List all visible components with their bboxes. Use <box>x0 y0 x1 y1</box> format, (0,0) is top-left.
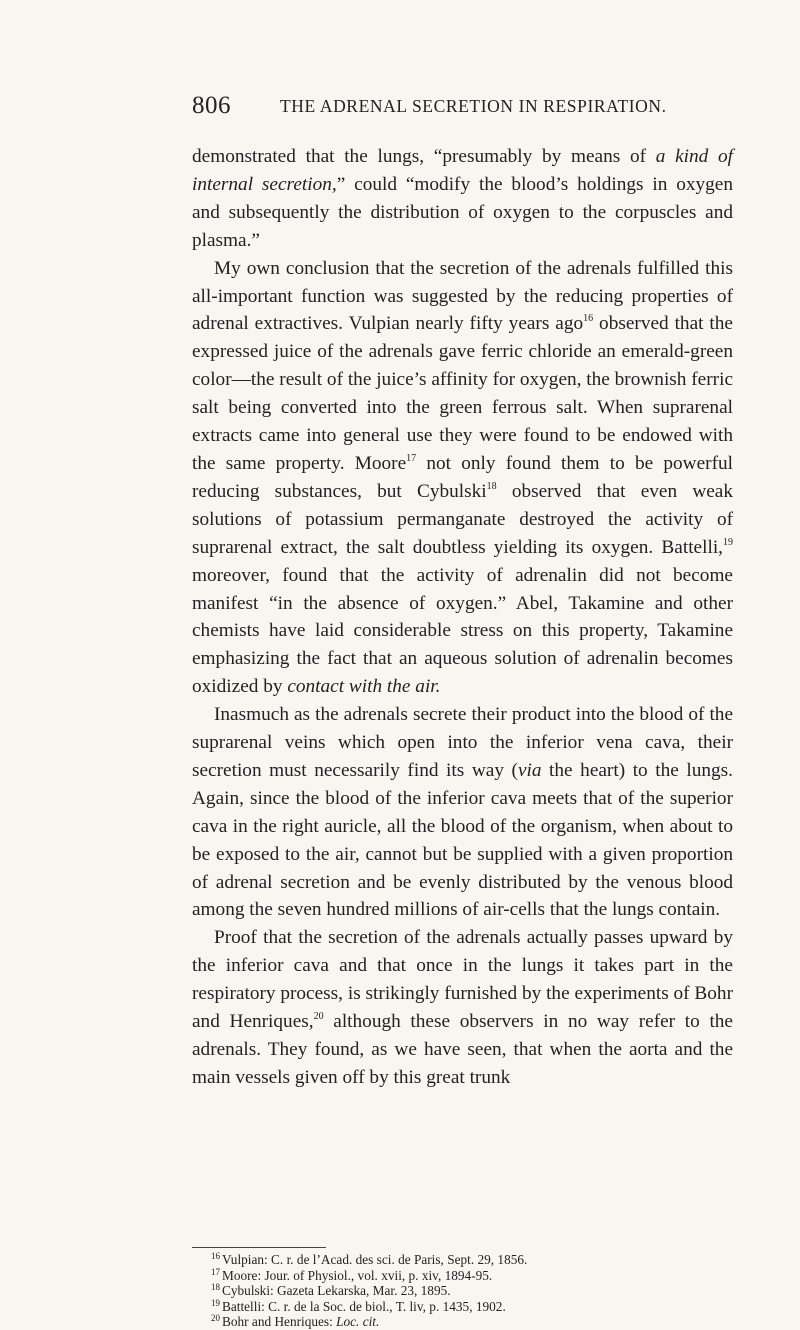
running-head: THE ADRENAL SECRETION IN RESPIRATION. <box>280 96 667 116</box>
footnote: $^{19}$ Battelli: C. r. de la Soc. de biol., T. liv, p. 1435, 1902. <box>211 1297 506 1314</box>
body-text <box>192 143 733 1092</box>
footnotes <box>211 1252 741 1330</box>
paragraph: Inasmuch as the adrenals secrete their product into the blood of the suprarenal veins which open into the inferior vena cava, their secretion must necessarily find its way (via the heart) to the lungs. Again, since the blood of the inferior cava meets that of the superior cava in the right auricle, all the blood of the organism, when about to be exposed to the air, cannot but be supplied with a given proportion of adrenal secretion and be evenly distributed by the venous blood among the seven hundred millions of air-cells that the lungs contain. <box>192 704 733 921</box>
footnote-ref: 18 <box>486 480 497 492</box>
footnote: $^{16}$ Vulpian: C. r. de l’Acad. des sci. de Paris, Sept. 29, 1856. <box>211 1251 528 1267</box>
footnote-divider <box>192 1247 326 1248</box>
emphasis: contact with the air. <box>287 676 441 698</box>
paragraph: My own conclusion that the secretion of the adrenals fulfilled this all-important function was suggested by the reducing properties of adrenal extractives. Vulpian nearly fifty years ago$^{16}$ observed that the expressed juice of the adrenals gave ferric chloride an emerald-green color—the result of the juice’s affinity for oxygen, the brownish ferric salt being converted into the green ferrous salt. When suprarenal extracts came into general use they were found to be endowed with the same property. Moore$^{17}$ not only found them to be powerful reducing substances, but Cybulski$^{18}$ observed that even weak solutions of potassium permanganate destroyed the activity of suprarenal extract, the salt doubtless yielding its oxygen. Battelli,$^{19}$ moreover, found that the activity of adrenalin did not become manifest “in the absence of oxygen.” Abel, Takamine and other chemists have laid considerable stress on this property, Takamine emphasizing the fact that an aqueous solution of adrenalin becomes oxidized by contact with the air. <box>192 257 734 698</box>
paragraph: demonstrated that the lungs, “presumably by means of a kind of internal secretion,” could “modify the blood’s holdings in oxygen and subsequently the distribution of oxygen to the corpuscles and plasma.” <box>192 146 734 251</box>
footnote-ref: 17 <box>406 452 417 464</box>
footnote: $^{18}$ Cybulski: Gazeta Lekarska, Mar. 23, 1895. <box>211 1282 451 1298</box>
footnote: $^{17}$ Moore: Jour. of Physiol., vol. xvii, p. xiv, 1894-95. <box>211 1266 493 1283</box>
paragraph: Proof that the secretion of the adrenals actually passes upward by the inferior cava and that once in the lungs it takes part in the respiratory process, is strikingly furnished by the experiments of Bohr and Henriques,$^{20}$ although these observers in no way refer to the adrenals. They found, as we have seen, that when the aorta and the main vessels given off by this great trunk <box>192 927 733 1088</box>
footnote-ref: 16 <box>583 313 594 325</box>
footnote-ref: 20 <box>313 1011 324 1023</box>
page-number: 806 <box>192 92 231 119</box>
footnote-ref: 19 <box>723 536 733 548</box>
footnote: $^{20}$ Bohr and Henriques: Loc. cit. <box>211 1313 380 1329</box>
emphasis: via <box>517 759 542 781</box>
emphasis: a kind of internal secretion, <box>192 146 733 195</box>
page-header <box>192 92 732 122</box>
